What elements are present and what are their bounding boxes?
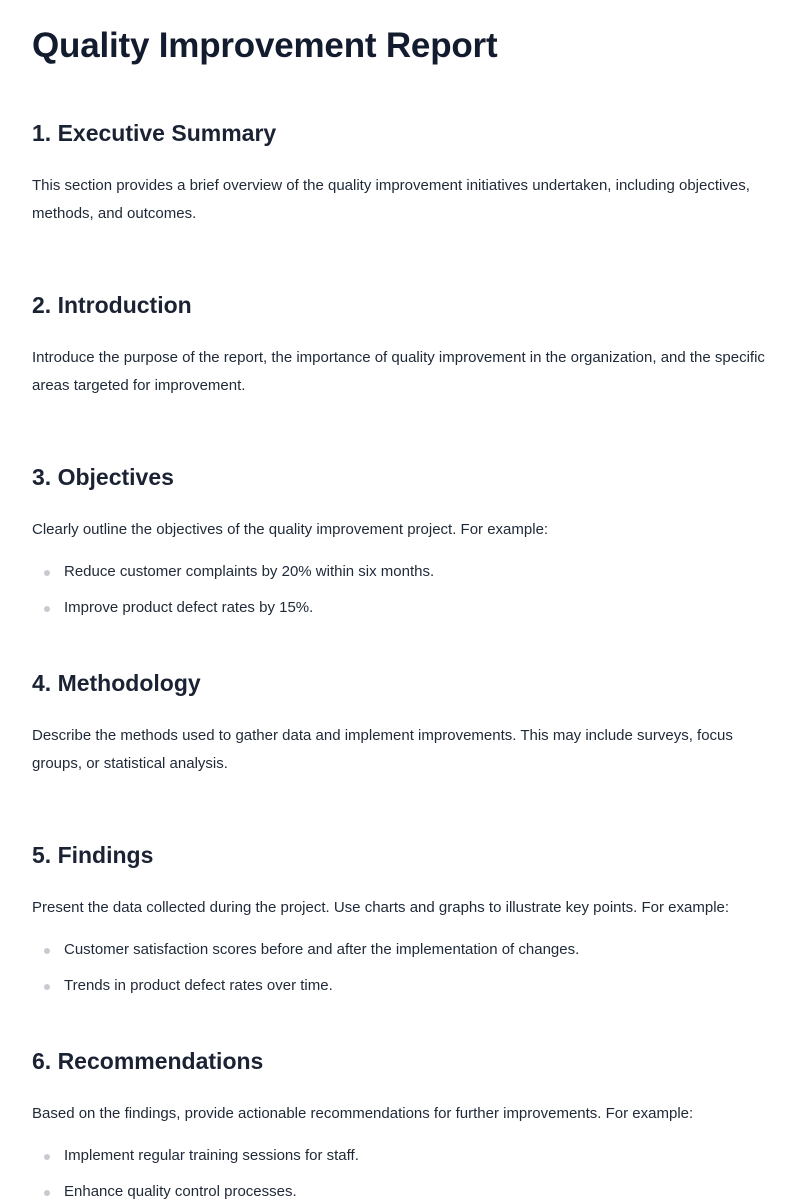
section-heading: 4. Methodology <box>32 670 201 696</box>
bullet-dot-icon <box>44 1154 50 1160</box>
section-heading: 1. Executive Summary <box>32 120 277 146</box>
list-item <box>32 1182 768 1202</box>
list-item-text: Enhance quality control processes. <box>64 1183 297 1200</box>
section-paragraph: Describe the methods used to gather data and implement improvements. This may include surveys, focus groups, or statistical analysis. <box>32 727 733 772</box>
section-findings <box>32 840 768 996</box>
list-item <box>32 598 768 618</box>
list-item <box>32 940 768 960</box>
section-paragraph: This section provides a brief overview of the quality improvement initiatives undertaken, including objectives, methods, and outcomes. <box>32 177 750 222</box>
section-paragraph: Present the data collected during the project. Use charts and graphs to illustrate key points. For example: <box>32 899 730 916</box>
bullet-dot-icon <box>44 570 50 576</box>
document-title: Quality Improvement Report <box>32 26 498 65</box>
bullet-list <box>32 1146 768 1202</box>
bullet-dot-icon <box>44 984 50 990</box>
list-item-text: Trends in product defect rates over time. <box>64 977 333 994</box>
bullet-list <box>32 940 768 996</box>
bullet-dot-icon <box>44 1190 50 1196</box>
section-paragraph: Introduce the purpose of the report, the importance of quality improvement in the organization, and the specific areas targeted for improvement. <box>32 349 765 394</box>
section-heading: 6. Recommendations <box>32 1048 264 1074</box>
bullet-list <box>32 562 768 618</box>
section-paragraph: Clearly outline the objectives of the quality improvement project. For example: <box>32 521 549 538</box>
section-methodology <box>32 668 768 778</box>
list-item-text: Implement regular training sessions for staff. <box>64 1147 359 1164</box>
section-heading: 3. Objectives <box>32 464 174 490</box>
bullet-dot-icon <box>44 606 50 612</box>
list-item <box>32 1146 768 1166</box>
list-item-text: Customer satisfaction scores before and after the implementation of changes. <box>64 941 580 958</box>
section-executive-summary <box>32 118 768 228</box>
bullet-dot-icon <box>44 948 50 954</box>
section-objectives <box>32 462 768 618</box>
section-introduction <box>32 290 768 400</box>
section-heading: 2. Introduction <box>32 292 192 318</box>
section-heading: 5. Findings <box>32 842 154 868</box>
section-recommendations <box>32 1046 768 1202</box>
list-item-text: Reduce customer complaints by 20% within six months. <box>64 563 435 580</box>
list-item-text: Improve product defect rates by 15%. <box>64 599 314 616</box>
section-paragraph: Based on the findings, provide actionable recommendations for further improvements. For example: <box>32 1105 694 1122</box>
list-item <box>32 562 768 582</box>
list-item <box>32 976 768 996</box>
